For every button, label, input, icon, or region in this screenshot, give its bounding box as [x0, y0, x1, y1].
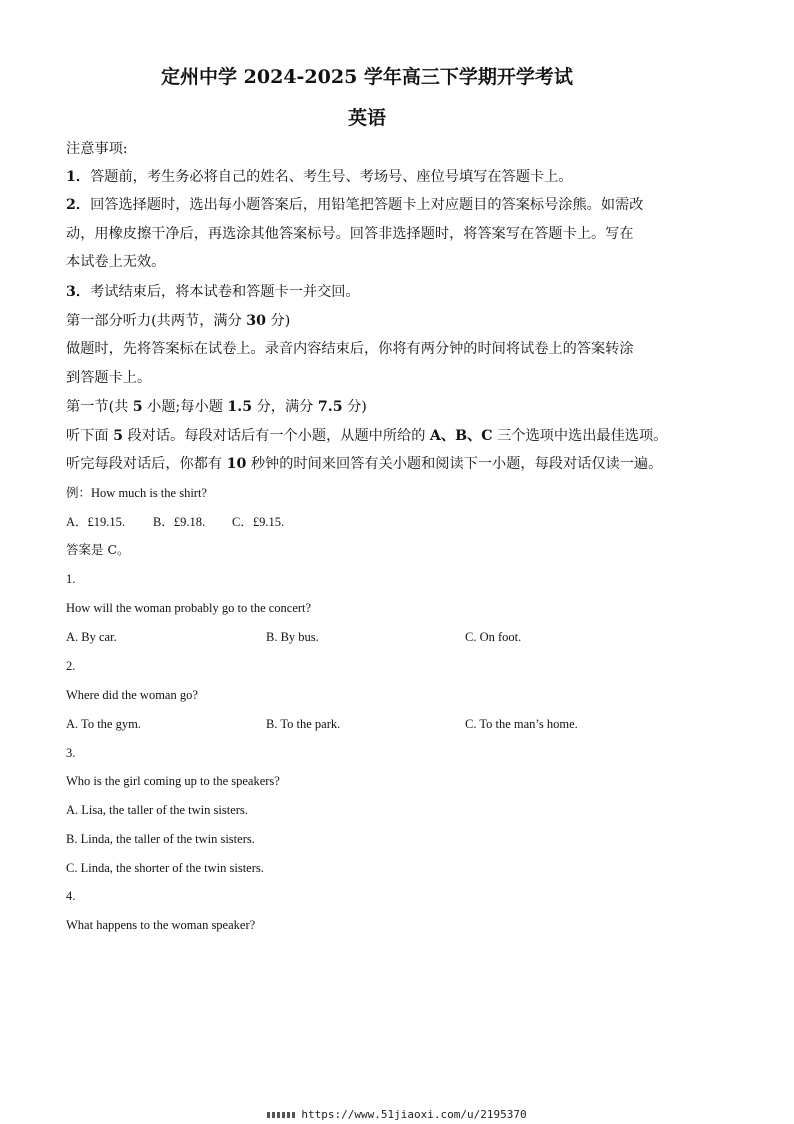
example-option-a: A．£19.15. [66, 515, 126, 529]
question-2-text: Where did the woman go? [66, 688, 198, 702]
question-1-text: How will the woman probably go to the concert? [66, 601, 312, 615]
section1-l2-a: 听完每段对话后，你都有 [66, 456, 227, 472]
example-answer: 答案是 C。 [66, 542, 130, 557]
part1-heading-a: 第一部分听力(共两节，满分 [66, 313, 247, 329]
part1-instructions-line1: 做题时，先将答案标在试卷上。录音内容结束后，你将有两分钟的时间将试卷上的答案转涂 [66, 341, 634, 357]
example-question-text: How much is the shirt? [91, 486, 207, 500]
footer-watermark [0, 1108, 794, 1121]
notice-item-3-text: 考试结束后，将本试卷和答题卡一并交回。 [90, 284, 360, 300]
section1-heading-total: 7.5 [317, 399, 343, 415]
question-4-text: What happens to the woman speaker? [66, 918, 256, 932]
notice-item-2-line3: 本试卷上无效。 [66, 254, 166, 270]
question-1-number: 1. [66, 572, 76, 586]
notice-item-2-line2: 动，用橡皮擦干净后，再选涂其他答案标号。回答非选择题时，将答案写在答题卡上。写在 [66, 226, 634, 242]
section1-heading-each: 1.5 [227, 399, 253, 415]
question-1-option-c: C. On foot. [465, 630, 522, 644]
section1-heading-c: 分，满分 [252, 399, 318, 415]
section1-l1-a: 听下面 [66, 428, 114, 444]
section1-l1-b: 段对话。每段对话后有一个小题，从题中所给的 [122, 428, 430, 444]
example-label: 例： [66, 485, 92, 500]
part1-heading-score: 30 [246, 313, 267, 329]
question-2-number: 2. [66, 659, 76, 673]
part1-heading [66, 312, 290, 330]
section1-heading-d: 分) [342, 399, 367, 415]
section1-l1-c: 三个选项中选出最佳选项。 [492, 428, 668, 444]
section1-instructions-line1 [66, 427, 667, 445]
notice-item-2-text1: 回答选择题时，选出每小题答案后，用铅笔把答题卡上对应题目的答案标号涂熊。如需改 [90, 197, 644, 213]
footer-url[interactable]: https://www.51jiaoxi.com/u/2195370 [301, 1108, 527, 1121]
question-3-text: Who is the girl coming up to the speakers? [66, 774, 280, 788]
part1-heading-b: 分) [266, 313, 291, 329]
example-option-b: B．£9.18. [153, 515, 206, 529]
question-2-option-a: A. To the gym. [66, 717, 141, 731]
notice-item-2-num: 2． [66, 197, 91, 213]
section1-l1-count: 5 [113, 428, 123, 444]
example-option-c: C．£9.15. [232, 515, 285, 529]
exam-title: 定州中学 2024-2025 学年高三下学期开学考试 [161, 66, 573, 88]
notice-item-1-text: 答题前，考生务必将自己的姓名、考生号、考场号、座位号填写在答题卡上。 [90, 169, 573, 185]
notice-item-1-num: 1． [66, 169, 91, 185]
question-2-option-b: B. To the park. [266, 717, 341, 731]
section1-l2-secs: 10 [226, 456, 247, 472]
question-3-option-b: B. Linda, the taller of the twin sisters. [66, 832, 255, 846]
subject-title: 英语 [347, 107, 386, 129]
site-logo-icon [267, 1112, 295, 1118]
section1-heading-b: 小题;每小题 [142, 399, 228, 415]
notice-heading: 注意事项: [66, 141, 128, 157]
question-3-option-c: C. Linda, the shorter of the twin sisters. [66, 861, 264, 875]
example-question [66, 484, 207, 502]
notice-item-3 [66, 283, 360, 301]
question-3-option-a: A. Lisa, the taller of the twin sisters. [66, 803, 248, 817]
section1-l1-letters: A、B、C [429, 428, 493, 444]
question-3-number: 3. [66, 746, 76, 760]
question-1-option-a: A. By car. [66, 630, 117, 644]
section1-heading [66, 398, 367, 416]
question-2-option-c: C. To the man’s home. [465, 717, 578, 731]
section1-heading-a: 第一节(共 [66, 399, 133, 415]
question-1-option-b: B. By bus. [266, 630, 319, 644]
part1-instructions-line2: 到答题卡上。 [66, 370, 152, 386]
notice-item-2-line1 [66, 196, 643, 214]
notice-item-1 [66, 168, 572, 186]
section1-l2-b: 秒钟的时间来回答有关小题和阅读下一小题，每段对话仅读一遍。 [246, 456, 663, 472]
section1-instructions-line2 [66, 455, 662, 473]
section1-heading-count: 5 [132, 399, 143, 415]
question-4-number: 4. [66, 889, 76, 903]
notice-item-3-num: 3． [66, 284, 91, 300]
